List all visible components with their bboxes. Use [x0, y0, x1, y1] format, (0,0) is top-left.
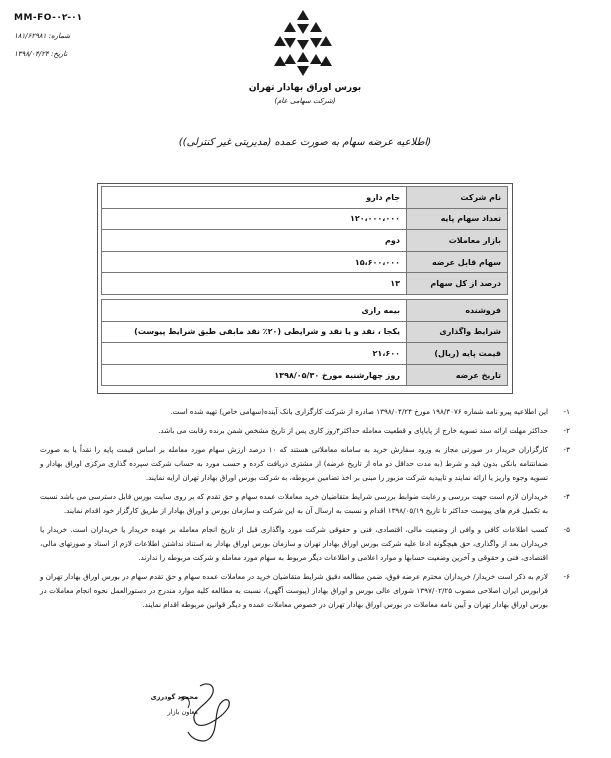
table-row: [102, 299, 508, 321]
note-number: ۵-: [563, 525, 570, 534]
row-value: یکجا ، نقد و یا نقد و شرایطی (۲۰٪ نقد مابقی طبق شرایط پیوست): [102, 321, 407, 343]
list-item: [40, 405, 570, 419]
organization-name: بورس اوراق بهادار تهران: [248, 83, 362, 93]
note-number: ۴-: [563, 492, 570, 501]
row-label: نام شرکت: [407, 187, 508, 209]
list-item: [40, 570, 570, 612]
row-value: ۱۳: [102, 273, 407, 295]
row-value: ۱۲۰،۰۰۰،۰۰۰: [102, 208, 407, 230]
row-label: قیمت پایه (ریال): [407, 343, 508, 365]
letter-date: تاریخ: ۱۳۹۸/۰۴/۲۴: [14, 50, 68, 58]
table-row: [102, 321, 508, 343]
row-label: بازار معاملات: [407, 230, 508, 252]
row-value: بیمه رازی: [102, 299, 407, 321]
table-row: [102, 230, 508, 252]
letter-number: شماره: ۱۸۱/۶۲۹۸۱: [14, 32, 71, 40]
note-text: خریداران لازم است جهت بررسی و رعایت ضوابط بررسی شرایط متقاضیان خرید معاملات عمده سهام و حق تقدم که بر روی سایت بورس قابل دسترسی می باشد نسبت به تکمیل فرم های پیوست حداکثر تا تاریخ ۱۳۹۸/۰۵/۱۹ اقدام و نسبت به ارسال آن به این شرکت و سازمان بورس و اوراق بهادار از طریق کارگزار خود اقدام نمایند.: [40, 492, 548, 515]
row-label: درصد از کل سهام: [407, 273, 508, 295]
row-value: ۱۵،۶۰۰،۰۰۰: [102, 251, 407, 273]
table-row: [102, 187, 508, 209]
list-item: [40, 523, 570, 565]
row-label: تاریخ عرضه: [407, 364, 508, 386]
table-row: [102, 273, 508, 295]
note-number: ۱-: [563, 407, 570, 416]
row-label: تعداد سهام پایه: [407, 208, 508, 230]
row-value: ۲۱،۶۰۰: [102, 343, 407, 365]
signatory-name: محمود گودرزی: [150, 693, 198, 701]
table-row: [102, 208, 508, 230]
reference-block: [14, 12, 82, 60]
signatory-role: معاون بازار: [167, 708, 198, 716]
list-item: [40, 424, 570, 438]
notice-title: (اطلاعیه عرضه سهام به صورت عمده (مدیریتی غیر کنترلی)): [178, 137, 432, 148]
tse-logo-icon: [268, 6, 338, 86]
organization-block: [220, 82, 390, 108]
notes-list: [40, 405, 570, 617]
row-label: فروشنده: [407, 299, 508, 321]
note-number: ۲-: [563, 426, 570, 435]
note-text: حداکثر مهلت ارائه سند تسویه خارج از پایاپای و قطعیت معامله حداکثر۴روز کاری پس از تاریخ مشخص شمن برنده رقابت می باشد.: [158, 426, 548, 435]
list-item: [40, 443, 570, 485]
note-number: ۳-: [563, 445, 570, 454]
note-number: ۶-: [563, 572, 570, 581]
table-row: [102, 364, 508, 386]
organization-type: (شرکت سهامی عام): [274, 97, 336, 105]
row-value: جام دارو: [102, 187, 407, 209]
row-value: روز چهارشنبه مورخ ۱۳۹۸/۰۵/۳۰: [102, 364, 407, 386]
form-code: MM-FO-۰۲-۰۱: [14, 13, 83, 23]
table-row: [102, 343, 508, 365]
note-text: کارگزاران خریدار در صورتی مجاز به ورود سفارش خرید به سامانه معاملاتی هستند که ۱۰ درصد ارزش سهام مورد معامله بر اساس قیمت پایه را نقداً یا به صورت ضمانتنامه بانکی بدون قید و شرط (به مدت حداقل دو ماه از تاریخ عرضه) از مشتری دریافت کرده و حسب مورد به حساب شرکت سپرده گذاری مرکزی اوراق بهادار و تسویه وجوه واریز یا ارائه نمایند و تاییدیه شرکت مزبور را مبنی بر اخذ تضامین مربوطه، به شرکت بورس اوراق بهادار تهران ارایه نمایند.: [40, 445, 548, 482]
note-text: کسب اطلاعات کافی و وافی از وضعیت مالی، اقتصادی، فنی و حقوقی شرکت مورد واگذاری قبل از تاریخ انجام معامله بر عهده خریدار یا خریداران است. خریدار یا خریداران بعد از واگذاری، حق هیچگونه ادعا علیه شرکت بورس اوراق بهادار تهران و سازمان بورس اوراق بهادار به استناد نداشتن اطلاعات لازم از اسناد و صورتهای مالی، اقتصادی، فنی و حقوقی و آخرین وضعیت حسابها و موارد اعلامی و اطلاعات دیگر مربوط به سهام مورد معامله و شرکت مربوطه را ندارند.: [40, 525, 548, 562]
info-table: [101, 186, 508, 386]
note-text: این اطلاعیه پیرو نامه شماره ۱۹۸/۳۰۷۶ مورخ ۱۳۹۸/۰۴/۲۴ صادره از شرکت کارگزاری بانک آینده(سهامی خاص) تهیه شده است.: [170, 407, 548, 416]
list-item: [40, 490, 570, 518]
row-label: سهام قابل عرضه: [407, 251, 508, 273]
note-text: لازم به ذکر است خریدار/ خریداران محترم عرضه فوق، ضمن مطالعه دقیق شرایط متقاضیان خرید در معاملات عمده سهام و حق تقدم سهام در بورس اوراق بهادار تهران و فرابورس ایران اصلاحی مصوب ۱۳۹۷/۰۲/۲۵ شورای عالی بورس و اوراق بهادار (پیوست آگهی)، نسبت به مطالعه کلیه موارد مندرج در دستورالعمل نحوه انجام معاملات در بورس اوراق بهادار تهران و آیین نامه معاملات در بورس اوراق بهادار تهران در خصوص معاملات عمده و دیگر قوانین مربوطه اقدام نمایند.: [40, 572, 548, 609]
row-label: شرایط واگذاری: [407, 321, 508, 343]
table-row: [102, 251, 508, 273]
row-value: دوم: [102, 230, 407, 252]
